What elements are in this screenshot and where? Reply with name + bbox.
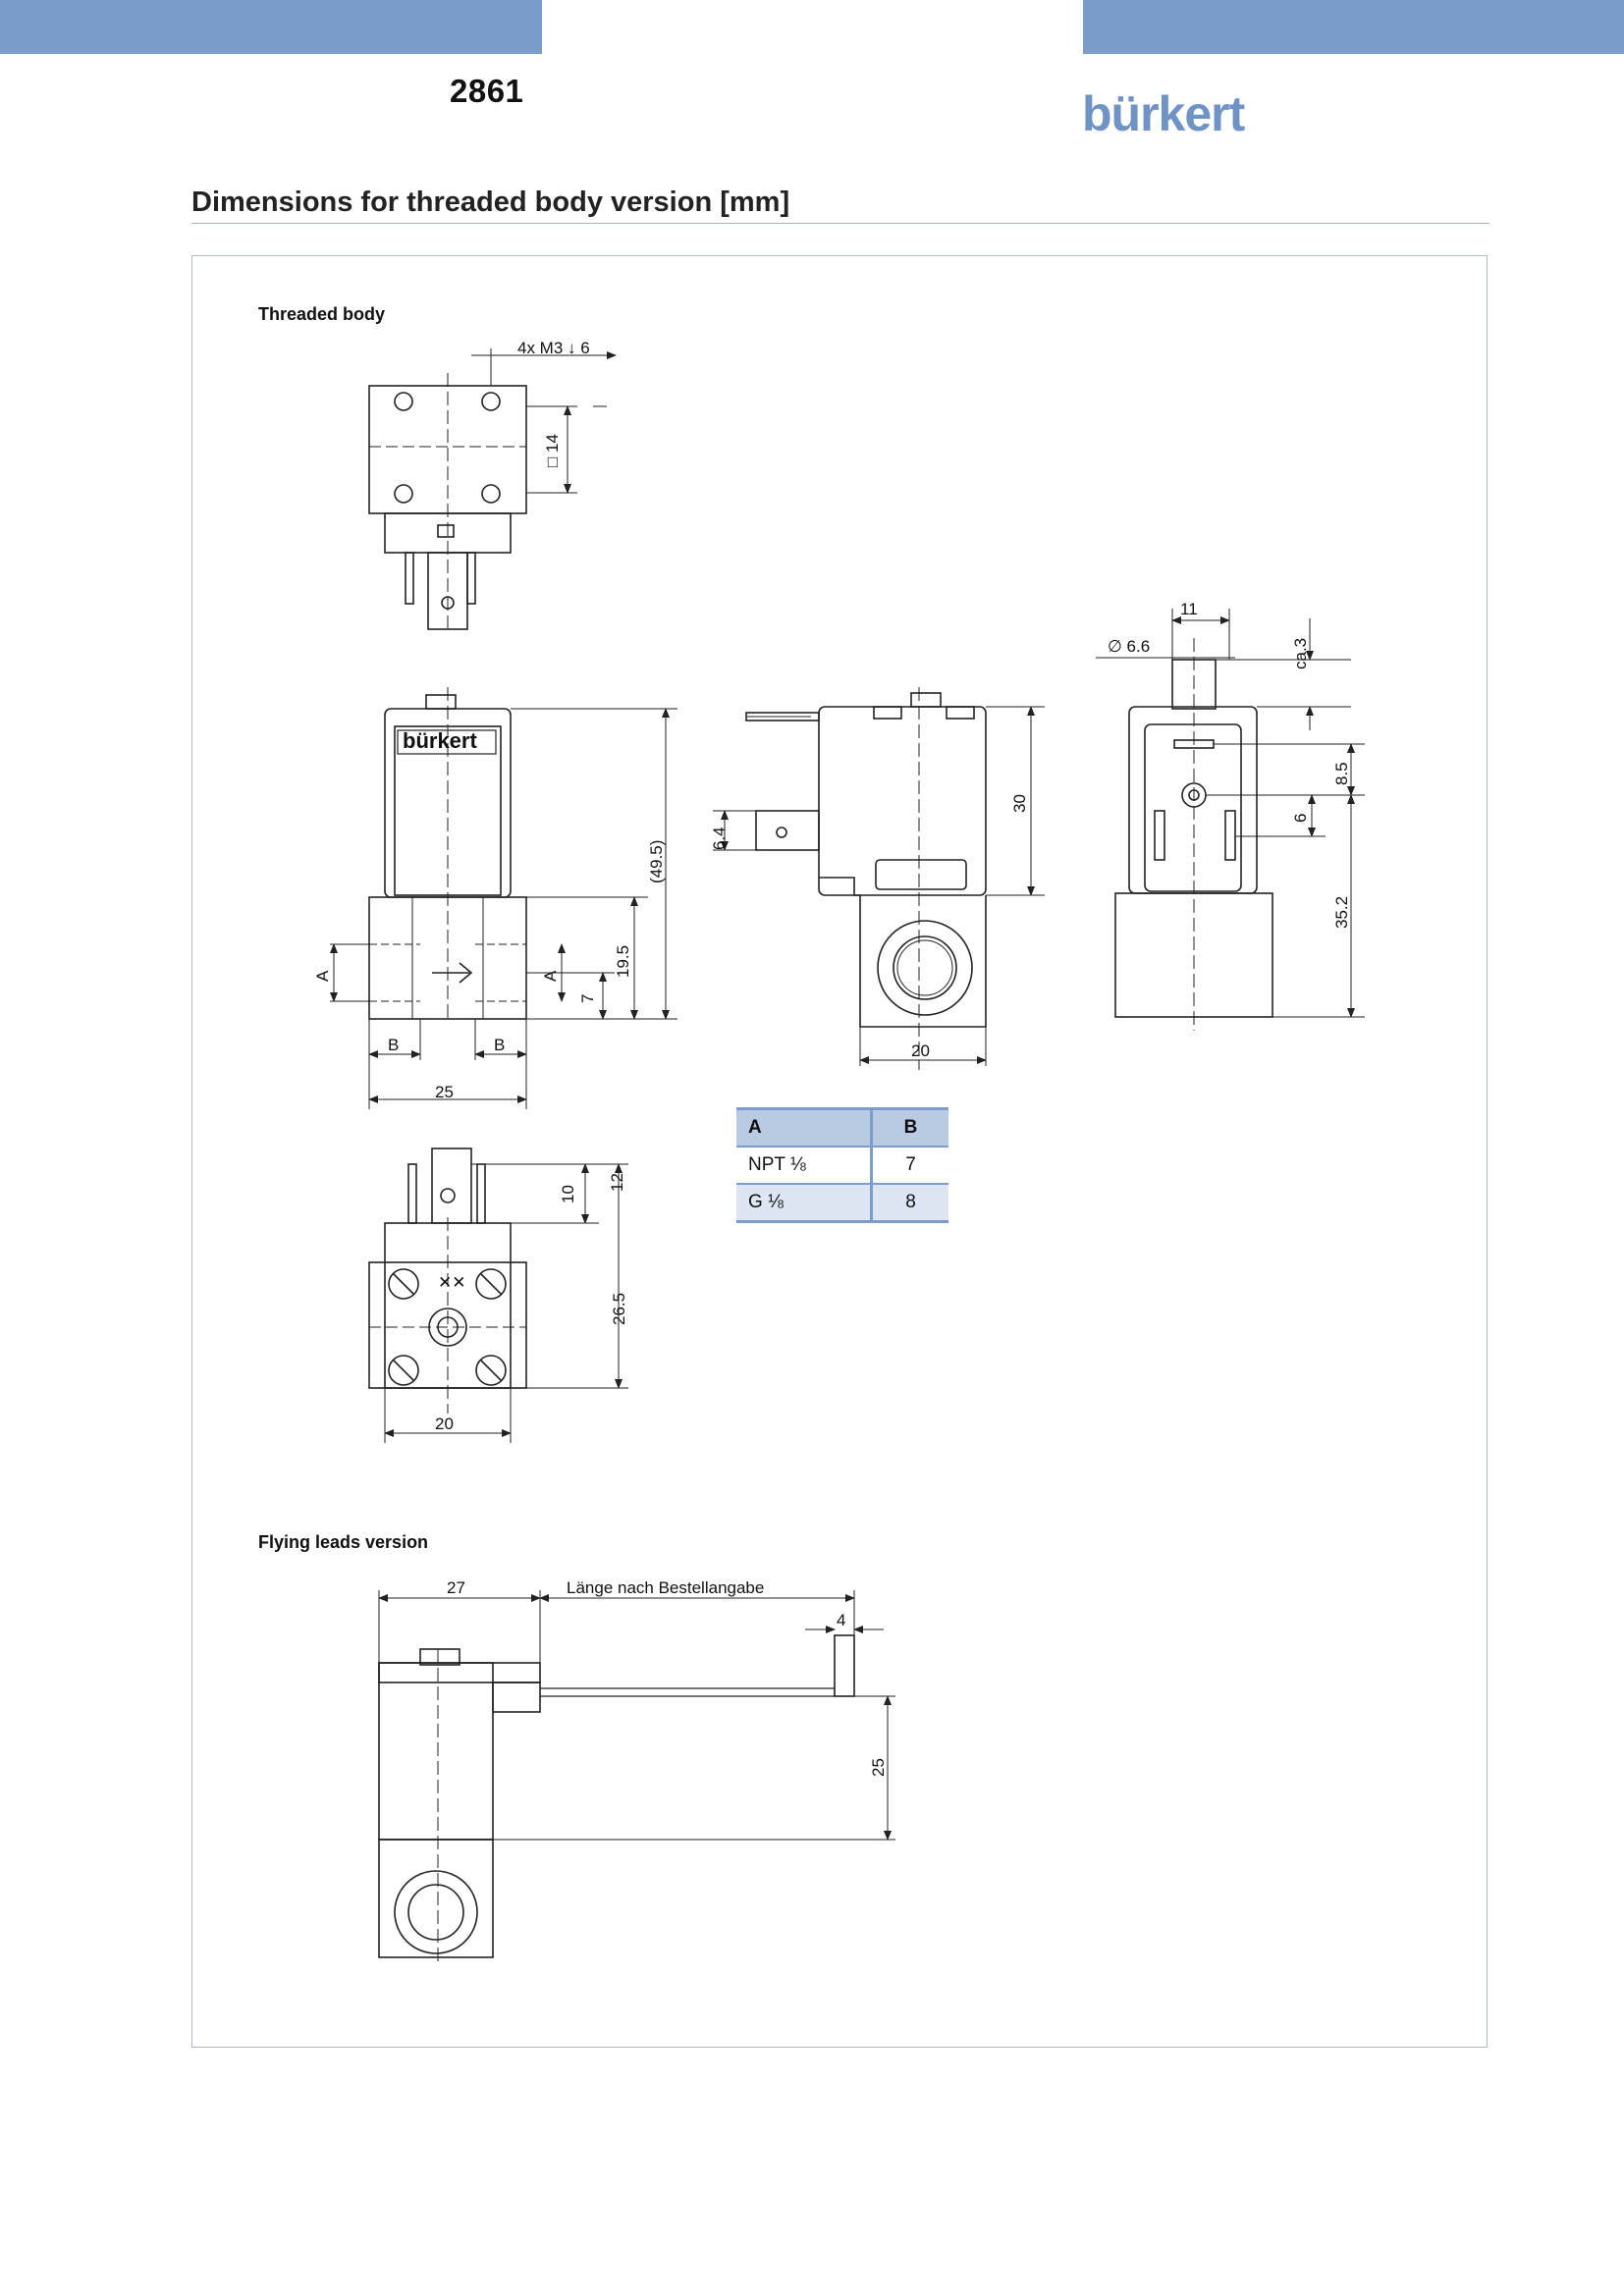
brand-logo: bürkert — [1082, 86, 1245, 141]
dim-6-4: 6.4 — [710, 827, 729, 850]
dim-30: 30 — [1010, 794, 1029, 813]
dim-8-5: 8.5 — [1332, 762, 1351, 785]
svg-text:✕✕: ✕✕ — [438, 1273, 466, 1292]
table-row — [736, 1184, 948, 1222]
table-cell-b: 8 — [872, 1184, 949, 1222]
table-cell-a: NPT ⅛ — [736, 1147, 872, 1184]
dim-49-5: (49.5) — [647, 839, 666, 883]
section-label-threaded: Threaded body — [258, 304, 386, 324]
dim-20-side: 20 — [911, 1041, 930, 1060]
port-a-right: A — [541, 970, 560, 982]
dim-length-note: Länge nach Bestellangabe — [567, 1578, 765, 1597]
dim-thread-callout: 4x M3 ↓ 6 — [517, 339, 590, 357]
dim-4: 4 — [837, 1611, 846, 1629]
table-header-b: B — [872, 1109, 949, 1148]
dim-35-2: 35.2 — [1332, 895, 1351, 929]
bottom-view — [369, 1148, 628, 1443]
table-cell-b: 7 — [872, 1147, 949, 1184]
top-view — [369, 348, 616, 629]
dim-ca3: ca.3 — [1291, 637, 1310, 669]
connector-end-view — [1096, 609, 1365, 1031]
dim-square-14: □ 14 — [543, 434, 562, 467]
port-b-right: B — [494, 1036, 506, 1054]
table-cell-a: G ⅛ — [736, 1184, 872, 1222]
side-view — [713, 687, 1045, 1070]
dim-10: 10 — [559, 1185, 577, 1203]
port-b-left: B — [388, 1036, 400, 1054]
table-header-a: A — [736, 1109, 872, 1148]
product-number: 2861 — [450, 73, 524, 109]
body-logo: bürkert — [403, 728, 477, 753]
dim-27: 27 — [447, 1578, 465, 1597]
flying-leads-view — [379, 1590, 895, 1963]
dim-25-leads: 25 — [869, 1758, 888, 1777]
table-header-row — [736, 1109, 948, 1148]
dim-19-5: 19.5 — [614, 944, 632, 978]
table-row — [736, 1147, 948, 1184]
dim-20-bottom: 20 — [435, 1415, 454, 1433]
dim-7: 7 — [578, 993, 597, 1003]
dim-12: 12 — [608, 1173, 626, 1192]
port-a-left: A — [313, 970, 332, 982]
dim-11: 11 — [1180, 600, 1198, 618]
dim-26-5: 26.5 — [610, 1292, 628, 1325]
dim-6: 6 — [1291, 813, 1310, 823]
thread-size-table — [736, 1107, 948, 1223]
section-label-flying: Flying leads version — [258, 1532, 429, 1552]
dim-diameter: ∅ 6.6 — [1108, 637, 1151, 656]
page-title: Dimensions for threaded body version [mm] — [191, 187, 790, 218]
dim-25: 25 — [435, 1083, 454, 1101]
